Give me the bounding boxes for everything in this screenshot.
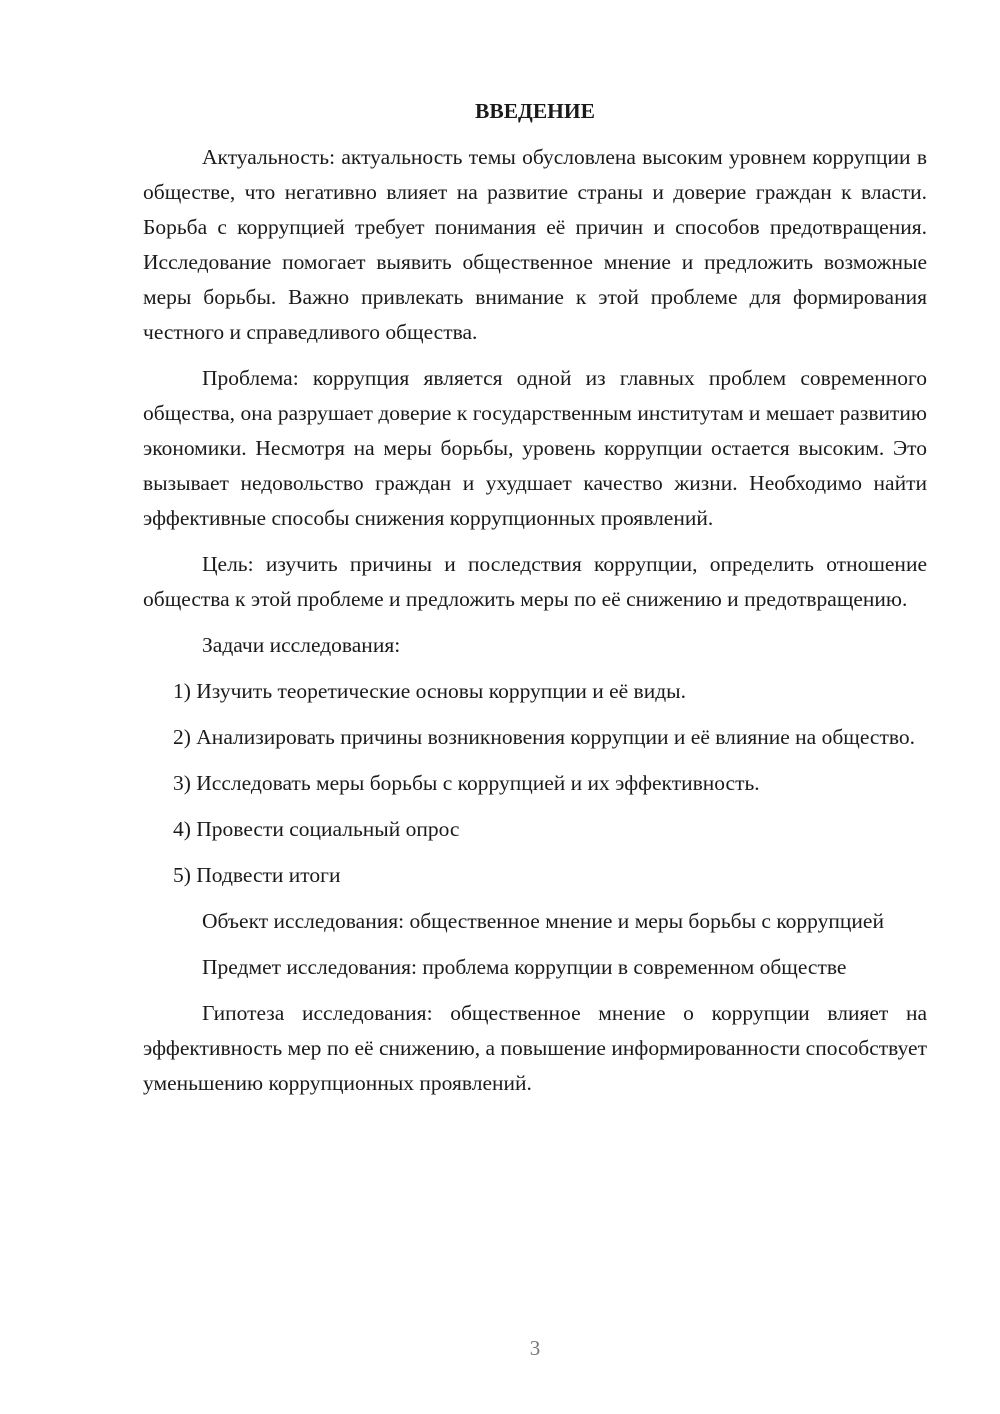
task-item-2: 2) Анализировать причины возникновения коррупции и её влияние на общество. (173, 725, 915, 749)
paragraph-goal: Цель: изучить причины и последствия коррупции, определить отношение общества к этой проблеме и предложить меры по её снижению и предотвращению. (143, 552, 927, 611)
page-content (143, 94, 927, 1112)
task-item-5: 5) Подвести итоги (173, 863, 341, 887)
tasks-heading: Задачи исследования: (202, 633, 401, 657)
page-number: 3 (529, 1336, 541, 1360)
paragraph-problem: Проблема: коррупция является одной из главных проблем современного общества, она разрушает доверие к государственным институтам и мешает развитию экономики. Несмотря на меры борьбы, уровень коррупции остается высоким. Это вызывает недовольство граждан и ухудшает качество жизни. Необходимо найти эффективные способы снижения коррупционных проявлений. (143, 366, 927, 530)
paragraph-hypothesis: Гипотеза исследования: общественное мнение о коррупции влияет на эффективность мер по её снижению, а повышение информированности способствует уменьшению коррупционных проявлений. (143, 1001, 927, 1095)
paragraph-subject: Предмет исследования: проблема коррупции в современном обществе (202, 955, 847, 979)
task-item-3: 3) Исследовать меры борьбы с коррупцией и их эффективность. (173, 771, 760, 795)
page-title: ВВЕДЕНИЕ (475, 99, 595, 123)
task-item-4: 4) Провести социальный опрос (173, 817, 460, 841)
paragraph-object: Объект исследования: общественное мнение и меры борьбы с коррупцией (202, 909, 884, 933)
task-item-1: 1) Изучить теоретические основы коррупции и её виды. (173, 679, 686, 703)
paragraph-relevance: Актуальность: актуальность темы обусловлена высоким уровнем коррупции в обществе, что негативно влияет на развитие страны и доверие граждан к власти. Борьба с коррупцией требует понимания её причин и способов предотвращения. Исследование помогает выявить общественное мнение и предложить возможные меры борьбы. Важно привлекать внимание к этой проблеме для формирования честного и справедливого общества. (143, 145, 927, 344)
